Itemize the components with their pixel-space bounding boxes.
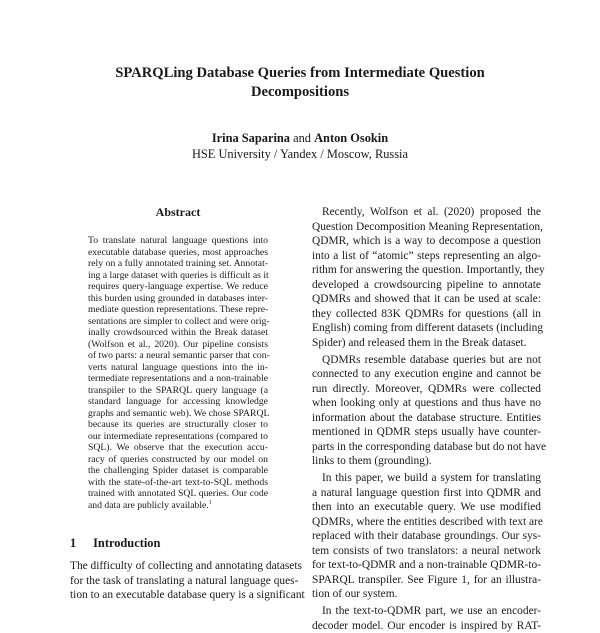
intro-line: tion to an executable database query is a significant — [70, 588, 288, 603]
body-line: Question Decomposition Meaning Representation, — [312, 220, 541, 235]
abstract-line: graphs and semantic web). We chose SPARQL — [88, 408, 268, 420]
author-conjunction: and — [293, 131, 311, 145]
body-line: connected to any execution engine and cannot be — [312, 367, 541, 382]
abstract-line: termediate representations and a non-trainable — [88, 373, 268, 385]
abstract-line: the challenging Spider dataset is comparable — [88, 465, 268, 477]
abstract-line — [88, 500, 268, 512]
body-line: into a list of “atomic” steps representing an algo- — [312, 249, 541, 264]
abstract-line: transpiler to the SPARQL query language (a — [88, 385, 268, 397]
introduction-body — [70, 559, 288, 603]
abstract-line: this burden using grounded in databases inter- — [88, 293, 268, 305]
abstract-line: sentations are simpler to collect and were orig- — [88, 316, 268, 328]
paragraph — [312, 353, 541, 469]
body-line: tion of our system. — [312, 587, 541, 602]
body-line: a natural language question first into QDMR and — [312, 486, 541, 501]
abstract-line: (Wolfson et al., 2020). Our pipeline consists — [88, 339, 268, 351]
abstract-line: mediate question representations. These repre- — [88, 304, 268, 316]
body-line: English) coming from different datasets (including — [312, 321, 541, 336]
abstract-line: SQL). We observe that the execution accu- — [88, 442, 268, 454]
body-line: then into an executable query. We use modified — [312, 500, 541, 515]
body-line: when looking only at questions and thus have no — [312, 396, 541, 411]
abstract-heading: Abstract — [88, 205, 268, 220]
abstract-body — [88, 235, 268, 511]
abstract-line: inally crowdsourced within the Break dataset — [88, 327, 268, 339]
body-line: parts in the corresponding database but do not have — [312, 440, 541, 455]
abstract-line: standard language for accessing knowledge — [88, 396, 268, 408]
abstract-line: To translate natural language questions into — [88, 235, 268, 247]
paper-title — [90, 64, 510, 101]
body-line: QDMRs and showed that it can be used at scale: — [312, 292, 541, 307]
abstract-line: racy of queries constructed by our model on — [88, 454, 268, 466]
footnote-marker[interactable]: 1 — [209, 499, 212, 505]
body-line: they collected 83K QDMRs for questions (all in — [312, 307, 541, 322]
author-2: Anton Osokin — [314, 131, 388, 145]
body-line: In this paper, we build a system for translating — [312, 471, 541, 486]
abstract-line: with the state-of-the-art text-to-SQL methods — [88, 477, 268, 489]
section-number: 1 — [70, 536, 90, 551]
abstract-line: because its queries are structurally closer to — [88, 419, 268, 431]
body-line: information about the database structure. Entities — [312, 411, 541, 426]
intro-line: for the task of translating a natural language ques- — [70, 574, 288, 589]
body-line: tem consists of two translators: a neural network — [312, 544, 541, 559]
author-names — [100, 130, 500, 146]
title-line-2: Decompositions — [90, 83, 510, 102]
body-line: for text-to-QDMR and a non-trainable QDMR-to- — [312, 558, 541, 573]
paragraph — [312, 205, 541, 350]
abstract-line: executable database queries, most approaches — [88, 247, 268, 259]
paragraph — [312, 604, 541, 633]
abstract-line: ing a large dataset with queries is difficult as it — [88, 270, 268, 282]
abstract-last-text: and data are publicly available. — [88, 500, 209, 511]
section-title: Introduction — [93, 536, 160, 550]
body-line: developed a crowdsourcing pipeline to annotate — [312, 278, 541, 293]
abstract-line: of two parts: a neural semantic parser that con- — [88, 350, 268, 362]
author-block — [100, 130, 500, 162]
body-line: QDMR, which is a way to decompose a question — [312, 234, 541, 249]
abstract-line: rely on a fully annotated training set. Annotat- — [88, 258, 268, 270]
body-line: QDMRs resemble database queries but are not — [312, 353, 541, 368]
body-line: rithm for answering the question. Importantly, they — [312, 263, 541, 278]
paragraph — [312, 471, 541, 602]
abstract-line: trained with annotated SQL queries. Our code — [88, 488, 268, 500]
body-line: Spider) and released them in the Break dataset. — [312, 336, 541, 351]
section-heading-introduction — [70, 536, 160, 551]
author-1: Irina Saparina — [212, 131, 290, 145]
abstract-line: requires query-language expertise. We reduce — [88, 281, 268, 293]
abstract-line: our intermediate representations (compared to — [88, 431, 268, 443]
body-line: SPARQL transpiler. See Figure 1, for an illustra- — [312, 573, 541, 588]
body-line: links to them (grounding). — [312, 454, 541, 469]
body-line: Recently, Wolfson et al. (2020) proposed the — [312, 205, 541, 220]
right-column — [312, 205, 541, 633]
body-line: In the text-to-QDMR part, we use an encoder- — [312, 604, 541, 619]
body-line: run directly. Moreover, QDMRs were collected — [312, 382, 541, 397]
intro-line: The difficulty of collecting and annotating datasets — [70, 559, 288, 574]
body-line: decoder model. Our encoder is inspired by RAT- — [312, 619, 541, 633]
affiliation: HSE University / Yandex / Moscow, Russia — [100, 146, 500, 162]
body-line: mentioned in QDMR steps usually have counter- — [312, 425, 541, 440]
body-line: replaced with their database groundings. Our sys- — [312, 529, 541, 544]
title-line-1: SPARQLing Database Queries from Intermediate Question — [90, 64, 510, 83]
abstract-line: verts natural language questions into the in- — [88, 362, 268, 374]
body-line: QDMRs, where the entities described with text are — [312, 515, 541, 530]
